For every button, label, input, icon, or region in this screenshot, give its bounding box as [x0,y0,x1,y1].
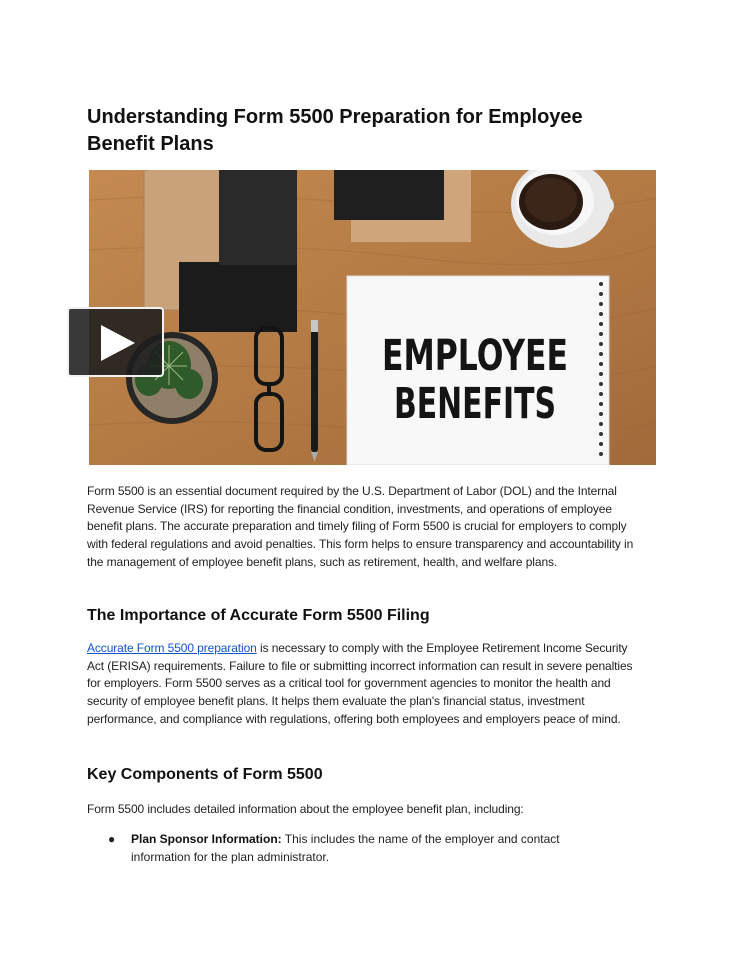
section-heading-key-components: Key Components of Form 5500 [87,766,323,783]
spiral-notebook [347,276,609,465]
key-components-intro: Form 5500 includes detailed information about the employee benefit plan, including: [87,802,524,816]
bullet-icon: ● [108,832,116,846]
hero-image [89,170,656,465]
video-play-button[interactable] [67,307,164,377]
play-icon [99,323,137,363]
pen [311,320,318,462]
importance-body: is necessary to comply with the Employee Retirement Income Security Act (ERISA) requirements. Failure to file or submitting incorrect information can result in severe penalties for employers. Form 5500 serves as a critical tool for government agencies to monitor the health and security of employee benefit plans. It helps them evaluate the plan's financial status, investment performance, and compliance with regulations, offering both employees and employers peace of mind. [87,641,633,726]
importance-paragraph [87,640,647,729]
section-heading-importance: The Importance of Accurate Form 5500 Filing [87,607,430,624]
notebook-line-1: EMPLOYEE [382,331,568,381]
form-5500-preparation-link[interactable]: Accurate Form 5500 preparation [87,641,257,655]
list-item-label: Plan Sponsor Information: [131,832,282,846]
page-title: Understanding Form 5500 Preparation for Employee Benefit Plans [87,106,583,155]
intro-paragraph: Form 5500 is an essential document required by the U.S. Department of Labor (DOL) and the Internal Revenue Service (IRS) for reporting the financial condition, investments, and operations of employee benefit plans. The accurate preparation and timely filing of Form 5500 is crucial for employers to comply with federal regulations and avoid penalties. This form helps to ensure transparency and accountability in the management of employee benefit plans, such as retirement, health, and welfare plans. [87,484,634,569]
list-item-body: This includes the name of the employer and contact information for the plan administrator. [131,832,560,864]
notebook-line-2: BENEFITS [394,379,556,429]
list-item-text [131,831,621,866]
